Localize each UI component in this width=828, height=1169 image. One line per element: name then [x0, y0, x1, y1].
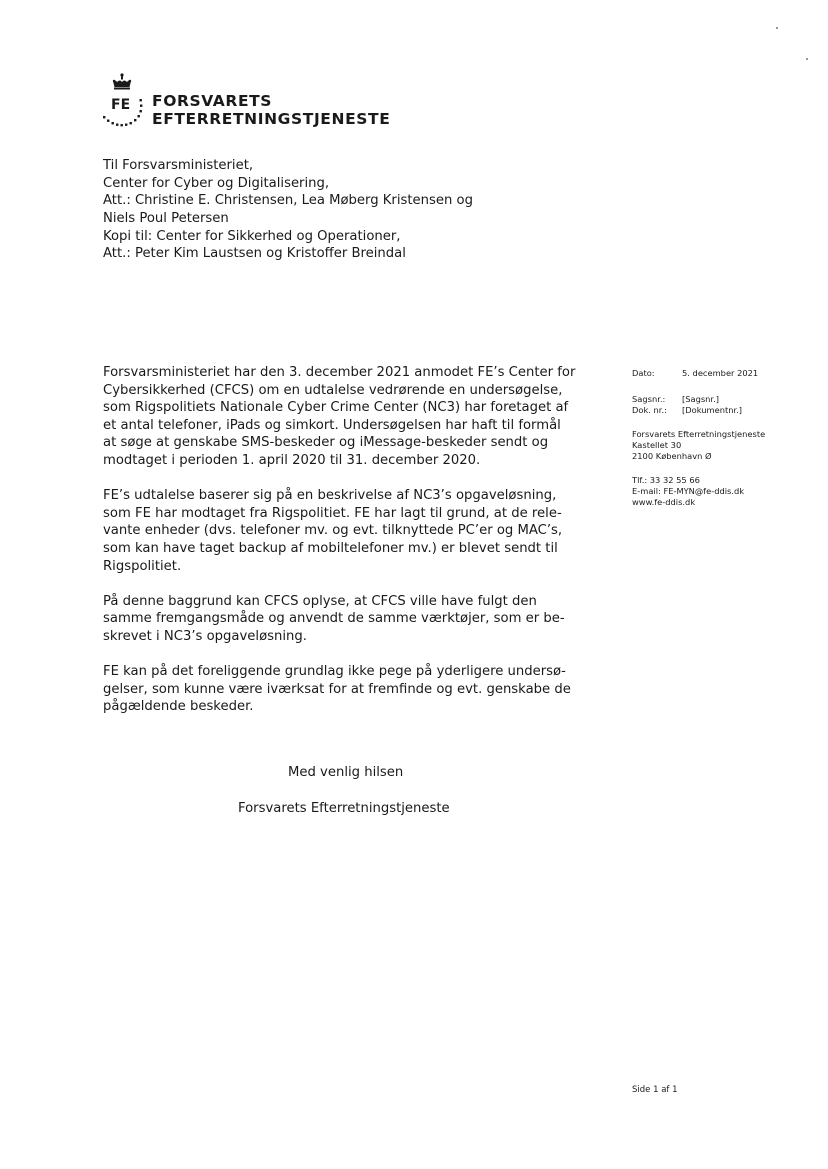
date-value: 5. december 2021 [682, 368, 759, 378]
scan-speck [806, 58, 808, 60]
recipient-line: Att.: Peter Kim Laustsen og Kristoffer Breindal [103, 246, 406, 262]
sender-email: E-mail: FE-MYN@fe-ddis.dk [632, 486, 745, 496]
recipient-line: Til Forsvarsministeriet, [103, 158, 254, 173]
sender-phone: Tlf.: 33 32 55 66 [632, 475, 700, 485]
date-row [632, 368, 822, 379]
body-line: som Rigspolitiets Nationale Cyber Crime Center (NC3) har foretaget af [103, 400, 569, 416]
recipient-line: Center for Cyber og Digitalisering, [103, 175, 330, 191]
letter-body [103, 364, 598, 733]
body-line: et antal telefoner, iPads og simkort. Undersøgelsen har haft til formål [103, 417, 561, 433]
scan-speck [776, 27, 778, 29]
body-line: som FE har modtaget fra Rigspolitiet. FE har lagt til grund, at de rele- [103, 505, 562, 521]
recipient-address-block [103, 157, 473, 263]
body-line: modtaget i perioden 1. april 2020 til 31. december 2020. [103, 452, 481, 468]
organization-name [152, 92, 390, 128]
organization-name-line-2: EFTERRETNINGSTJENESTE [152, 110, 391, 128]
body-line: at søge at genskabe SMS-beskeder og iMessage-beskeder sendt og [103, 435, 549, 451]
body-paragraph [103, 663, 598, 716]
closing-greeting: Med venlig hilsen [288, 765, 404, 780]
body-paragraph [103, 487, 598, 575]
body-line: gelser, som kunne være iværksat for at fremfinde og evt. genskabe de [103, 681, 571, 697]
body-line: Cybersikkerhed (CFCS) om en udtalelse vedrørende en undersøgelse, [103, 382, 563, 398]
recipient-line: Kopi til: Center for Sikkerhed og Operationer, [103, 228, 401, 244]
sender-street: Kastellet 30 [632, 440, 682, 450]
fe-crown-logo-icon [100, 70, 152, 136]
sender-website: www.fe-ddis.dk [632, 497, 696, 507]
body-paragraph [103, 364, 598, 470]
body-line: FE’s udtalelse baserer sig på en beskrivelse af NC3’s opgaveløsning, [103, 488, 557, 504]
date-label: Dato: [632, 368, 655, 378]
document-number-value: [Dokumentnr.] [682, 405, 742, 415]
case-number-row [632, 394, 822, 405]
logo-mark-text: FE [111, 97, 131, 113]
body-line: pågældende beskeder. [103, 699, 254, 715]
recipient-line: Niels Poul Petersen [103, 211, 229, 227]
body-line: Rigspolitiet. [103, 558, 182, 574]
organization-name-line-1: FORSVARETS [152, 92, 273, 110]
letter-sidebar [632, 368, 822, 508]
recipient-line: Att.: Christine E. Christensen, Lea Møberg Kristensen og [103, 193, 473, 209]
sender-postal: 2100 København Ø [632, 451, 712, 461]
body-paragraph [103, 593, 598, 646]
body-line: vante enheder (dvs. telefoner mv. og evt. tilknyttede PC’er og MAC’s, [103, 523, 563, 539]
document-number-row [632, 405, 822, 416]
body-line: Forsvarsministeriet har den 3. december 2021 anmodet FE’s Center for [103, 365, 576, 380]
body-line: samme fremgangsmåde og anvendt de samme værktøjer, som er be- [103, 611, 565, 627]
body-line: som kan have taget backup af mobiltelefoner mv.) er blevet sendt til [103, 540, 558, 556]
body-line: FE kan på det foreliggende grundlag ikke pege på yderligere undersø- [103, 664, 566, 680]
document-number-label: Dok. nr.: [632, 405, 667, 415]
case-number-label: Sagsnr.: [632, 394, 666, 404]
body-line: På denne baggrund kan CFCS oplyse, at CFCS ville have fulgt den [103, 593, 537, 609]
body-line: skrevet i NC3’s opgaveløsning. [103, 628, 307, 644]
page-number: Side 1 af 1 [632, 1085, 678, 1095]
closing-sender: Forsvarets Efterretningstjeneste [238, 801, 450, 816]
letterhead [100, 70, 400, 136]
sender-organization: Forsvarets Efterretningstjeneste [632, 429, 766, 439]
case-number-value: [Sagsnr.] [682, 394, 719, 404]
